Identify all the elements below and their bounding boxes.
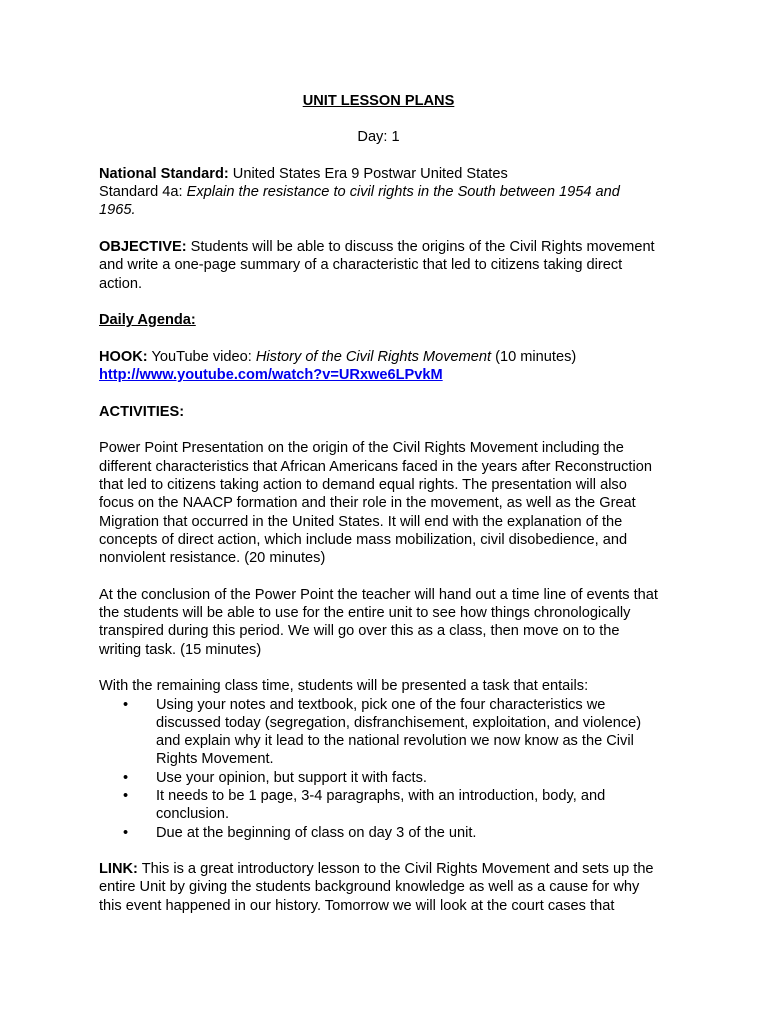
activities-heading: ACTIVITIES: bbox=[99, 403, 185, 420]
bullet-icon: • bbox=[123, 696, 129, 713]
standard-4a-text: Explain the resistance to civil rights in the South between 1954 and 1965. bbox=[99, 184, 620, 219]
list-item bbox=[99, 787, 658, 824]
link-paragraph bbox=[99, 860, 658, 915]
objective bbox=[99, 238, 658, 293]
bullet-icon: • bbox=[123, 824, 129, 841]
hook-pre: YouTube video: bbox=[147, 348, 256, 365]
task-text: Due at the beginning of class on day 3 of the unit. bbox=[156, 824, 477, 841]
hook bbox=[99, 348, 658, 366]
link-label: LINK: bbox=[99, 861, 138, 878]
objective-text: Students will be able to discuss the origins of the Civil Rights movement and write a one-page summary of a characteristic that led to citizens taking direct action. bbox=[99, 239, 655, 292]
bullet-icon: • bbox=[123, 769, 129, 786]
daily-agenda-heading: Daily Agenda: bbox=[99, 312, 196, 329]
hook-label: HOOK: bbox=[99, 348, 148, 365]
task-list bbox=[99, 696, 658, 842]
hook-video-title: History of the Civil Rights Movement bbox=[255, 348, 492, 365]
national-standard-text: United States Era 9 Postwar United States bbox=[228, 165, 508, 182]
list-item bbox=[99, 824, 658, 842]
bullet-icon: • bbox=[123, 787, 129, 804]
link-text: This is a great introductory lesson to the Civil Rights Movement and sets up the entire Unit by giving the students background knowledge as well as a cause for why this event happened in our history. Tomorrow we will look at the court cases that bbox=[99, 861, 654, 914]
task-text: It needs to be 1 page, 3-4 paragraphs, with an introduction, body, and conclusion. bbox=[156, 787, 606, 823]
activities-paragraph-2: At the conclusion of the Power Point the teacher will hand out a time line of events that the students will be able to use for the entire unit to see how things chronologically transpired during this period. We will go over this as a class, then move on to the writing task. (15 minutes) bbox=[99, 586, 658, 658]
youtube-link[interactable]: http://www.youtube.com/watch?v=URxwe6LPvkM bbox=[99, 367, 443, 384]
standard-4a bbox=[99, 183, 658, 220]
national-standard-label: National Standard: bbox=[99, 165, 229, 182]
list-item bbox=[99, 769, 658, 787]
hook-post: (10 minutes) bbox=[491, 348, 577, 365]
task-intro: With the remaining class time, students will be presented a task that entails: bbox=[99, 678, 589, 695]
list-item bbox=[99, 696, 658, 769]
day-label: Day: 1 bbox=[357, 129, 400, 146]
national-standard bbox=[99, 165, 658, 183]
objective-label: OBJECTIVE: bbox=[99, 239, 187, 256]
hook-url-line bbox=[99, 366, 658, 384]
standard-4a-label: Standard 4a: bbox=[99, 184, 187, 201]
activities-paragraph-1: Power Point Presentation on the origin of the Civil Rights Movement including the different characteristics that African Americans faced in the years after Reconstruction that led to citizens taking action to demand equal rights. The presentation will also focus on the NAACP formation and their role in the movement, as well as the Great Migration that occurred in the United States. It will end with the explanation of the concepts of direct action, which include mass mobilization, civil disobedience, and nonviolent resistance. (20 minutes) bbox=[99, 440, 652, 567]
task-text: Use your opinion, but support it with facts. bbox=[156, 769, 427, 786]
document-title: UNIT LESSON PLANS bbox=[302, 93, 455, 109]
task-text: Using your notes and textbook, pick one of the four characteristics we discussed today (segregation, disfranchisement, exploitation, and violence) and explain why it lead to the national revolution we now know as the Civil Rights Movement. bbox=[156, 696, 642, 768]
